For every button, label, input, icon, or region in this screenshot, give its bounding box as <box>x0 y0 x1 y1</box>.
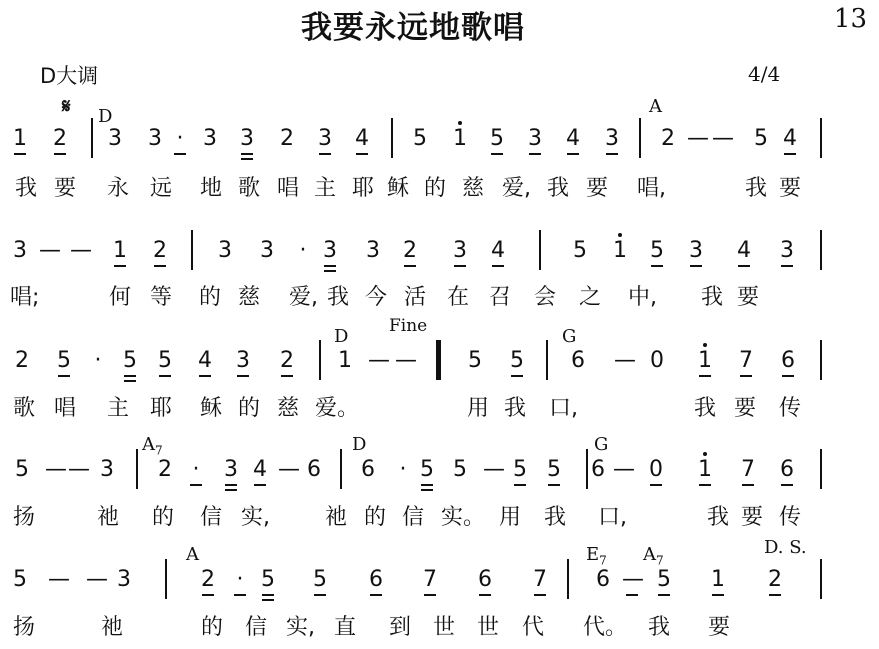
note: 1 <box>338 348 352 373</box>
lyric-syllable: 直 <box>333 615 356 640</box>
key-signature: D大调 <box>40 64 99 88</box>
dot: · <box>186 459 206 481</box>
barline <box>319 340 321 380</box>
note: 6 <box>571 348 585 373</box>
lyric-syllable: 永 <box>106 176 129 201</box>
chord-symbol: D <box>98 106 113 127</box>
lyric-syllable: 会 <box>533 285 556 310</box>
dot: · <box>94 348 102 373</box>
note: 4 <box>250 459 270 481</box>
segno-sign: 𝄋 <box>62 94 71 118</box>
lyric-syllable: 实, <box>286 615 315 640</box>
lyric-syllable: 我 <box>700 285 723 310</box>
note: 5 <box>15 457 29 482</box>
lyric-syllable: 我 <box>706 505 729 530</box>
chord-symbol: D <box>352 434 367 455</box>
barline <box>820 449 822 489</box>
note: 5 <box>54 350 74 372</box>
note: 5 <box>544 459 564 481</box>
note: 3 <box>602 128 622 150</box>
barline <box>91 118 93 158</box>
lyric-syllable: 祂 <box>100 615 123 640</box>
barline <box>391 118 393 158</box>
dash: — <box>395 348 417 373</box>
lyric-syllable: 活 <box>403 285 426 310</box>
lyric-syllable: 的 <box>363 505 386 530</box>
lyric-syllable: 世 <box>476 615 499 640</box>
note: 4 <box>195 350 215 372</box>
dash: — <box>687 126 709 151</box>
lyric-syllable: 慈 <box>461 176 484 201</box>
lyric-syllable: 唱 <box>276 176 299 201</box>
lyric-syllable: 我 <box>14 176 37 201</box>
barline <box>340 449 342 489</box>
lyric-syllable: 慈 <box>276 396 299 421</box>
barline <box>191 230 193 270</box>
note: 1 <box>610 240 630 262</box>
note: 4 <box>780 128 800 150</box>
note: 6 <box>591 457 605 482</box>
lyric-syllable: 扬 <box>12 615 35 640</box>
note: 2 <box>661 126 675 151</box>
note: 3 <box>117 567 131 592</box>
lyric-syllable: 慈 <box>237 285 260 310</box>
note: 3 <box>203 126 217 151</box>
lyric-syllable: 的 <box>198 285 221 310</box>
lyric-syllable: 传 <box>778 396 801 421</box>
note: 7 <box>736 350 756 372</box>
lyric-syllable: 我 <box>543 505 566 530</box>
note: 1 <box>450 128 470 150</box>
barline <box>136 449 138 489</box>
lyric-syllable: 地 <box>199 176 222 201</box>
lyric-syllable: 到 <box>388 615 411 640</box>
note: 4 <box>488 240 508 262</box>
lyric-syllable: 唱, <box>637 176 666 201</box>
note: 5 <box>507 350 527 372</box>
note: 4 <box>352 128 372 150</box>
lyric-syllable: 耶 <box>351 176 374 201</box>
chord-symbol: G <box>594 434 609 455</box>
lyric-syllable: 等 <box>149 285 172 310</box>
chord-symbol: A <box>649 96 662 117</box>
note: 3 <box>525 128 545 150</box>
lyric-syllable: 的 <box>423 176 446 201</box>
dash: — <box>368 348 390 373</box>
lyric-syllable: 信 <box>199 505 222 530</box>
note: 3 <box>777 240 797 262</box>
note: 5 <box>510 459 530 481</box>
note: 3 <box>320 240 340 262</box>
dash: — <box>613 457 635 482</box>
note: 2 <box>765 569 785 591</box>
dash: — <box>614 348 636 373</box>
dash: — <box>278 457 300 482</box>
note: 5 <box>487 128 507 150</box>
note: 3 <box>260 238 274 263</box>
lyric-syllable: 爱, <box>502 176 531 201</box>
lyric-syllable: 唱; <box>10 285 40 310</box>
lyric-syllable: 唱 <box>53 396 76 421</box>
lyric-syllable: 中, <box>628 285 657 310</box>
lyric-syllable: 稣 <box>386 176 409 201</box>
note: 6 <box>475 569 495 591</box>
lyric-syllable: 祂 <box>96 505 119 530</box>
note: 3 <box>450 240 470 262</box>
note: 3 <box>233 350 253 372</box>
time-signature: 4/4 <box>748 62 781 86</box>
lyric-syllable: 扬 <box>12 505 35 530</box>
lyric-syllable: 远 <box>149 176 172 201</box>
lyric-syllable: 传 <box>778 505 801 530</box>
dot: · <box>399 457 407 482</box>
barline <box>165 559 167 599</box>
note: 7 <box>420 569 440 591</box>
note: 6 <box>366 569 386 591</box>
lyric-syllable: 要 <box>733 396 756 421</box>
barline <box>820 230 822 270</box>
note: 3 <box>315 128 335 150</box>
dash: — <box>483 457 505 482</box>
lyric-syllable: 要 <box>53 176 76 201</box>
lyric-syllable: 世 <box>432 615 455 640</box>
note: 1 <box>110 240 130 262</box>
note: 2 <box>150 240 170 262</box>
dash: — <box>39 238 61 263</box>
note: 3 <box>366 238 380 263</box>
note: 5 <box>647 240 667 262</box>
note: 0 <box>650 348 664 373</box>
dash: — <box>68 457 90 482</box>
lyric-syllable: 耶 <box>149 396 172 421</box>
lyric-syllable: 我 <box>546 176 569 201</box>
note: 5 <box>654 569 674 591</box>
barline <box>539 230 541 270</box>
lyric-syllable: 代。 <box>583 615 628 640</box>
barline <box>639 118 641 158</box>
chord-symbol: G <box>562 326 577 347</box>
note: 5 <box>310 569 330 591</box>
note: 5 <box>417 459 437 481</box>
lyric-syllable: 我 <box>744 176 767 201</box>
barline <box>546 340 548 380</box>
note: 2 <box>50 128 70 150</box>
note: 6 <box>307 457 321 482</box>
note: 5 <box>258 569 278 591</box>
lyric-syllable: 的 <box>200 615 223 640</box>
lyric-syllable: 歌 <box>237 176 260 201</box>
dash: — <box>86 567 108 592</box>
dal-segno-mark: D. S. <box>764 537 807 558</box>
note: 2 <box>277 350 297 372</box>
note: 1 <box>10 128 30 150</box>
lyric-syllable: 要 <box>736 285 759 310</box>
lyric-syllable: 我 <box>326 285 349 310</box>
lyric-syllable: 用 <box>466 396 489 421</box>
lyric-syllable: 之 <box>578 285 601 310</box>
lyric-syllable: 实。 <box>441 505 486 530</box>
lyric-syllable: 在 <box>446 285 469 310</box>
note: 3 <box>148 126 162 151</box>
note: 5 <box>120 350 140 372</box>
dash: — <box>45 457 67 482</box>
lyric-syllable: 稣 <box>199 396 222 421</box>
double-barline <box>436 340 441 380</box>
lyric-syllable: 口, <box>549 396 578 421</box>
dash: — <box>622 569 642 591</box>
note: 2 <box>400 240 420 262</box>
barline <box>820 340 822 380</box>
note: 2 <box>280 126 294 151</box>
note: 5 <box>754 126 768 151</box>
lyric-syllable: 代 <box>521 615 544 640</box>
lyric-syllable: 歌 <box>12 396 35 421</box>
chord-symbol: $A_7$ <box>643 544 664 568</box>
note: 5 <box>155 350 175 372</box>
lyric-syllable: 要 <box>778 176 801 201</box>
note: 7 <box>530 569 550 591</box>
note: 3 <box>221 459 241 481</box>
lyric-syllable: 我 <box>693 396 716 421</box>
note: 5 <box>573 238 587 263</box>
lyric-syllable: 召 <box>488 285 511 310</box>
lyric-syllable: 爱, <box>289 285 318 310</box>
lyric-syllable: 主 <box>313 176 336 201</box>
note: 3 <box>218 238 232 263</box>
song-title: 我要永远地歌唱 <box>301 10 525 46</box>
lyric-syllable: 信 <box>401 505 424 530</box>
lyric-syllable: 要 <box>740 505 763 530</box>
chord-symbol: D <box>334 326 349 347</box>
note: 3 <box>686 240 706 262</box>
lyric-syllable: 的 <box>151 505 174 530</box>
note: 1 <box>695 350 715 372</box>
note: 3 <box>108 126 122 151</box>
lyric-syllable: 祂 <box>324 505 347 530</box>
dash: — <box>712 126 734 151</box>
note: 5 <box>13 567 27 592</box>
chord-symbol: A <box>186 544 199 565</box>
note: 5 <box>453 457 467 482</box>
lyric-syllable: 主 <box>106 396 129 421</box>
lyric-syllable: 何 <box>108 285 131 310</box>
dot: · <box>230 569 250 591</box>
note: 4 <box>734 240 754 262</box>
note: 2 <box>158 457 172 482</box>
note: 2 <box>15 348 29 373</box>
note: 6 <box>596 567 610 592</box>
barline <box>567 559 569 599</box>
note: 6 <box>777 459 797 481</box>
note: 5 <box>413 126 427 151</box>
note: 6 <box>361 457 375 482</box>
note: 3 <box>237 128 257 150</box>
note: 5 <box>468 348 482 373</box>
dash: — <box>70 238 92 263</box>
note: 4 <box>563 128 583 150</box>
dot: · <box>299 238 307 263</box>
note: 7 <box>738 459 758 481</box>
note: 3 <box>13 238 27 263</box>
note: 1 <box>695 459 715 481</box>
lyric-syllable: 我 <box>503 396 526 421</box>
note: 1 <box>708 569 728 591</box>
lyric-syllable: 用 <box>498 505 521 530</box>
note: 0 <box>646 459 666 481</box>
lyric-syllable: 要 <box>707 615 730 640</box>
lyric-syllable: 口, <box>598 505 627 530</box>
lyric-syllable: 要 <box>585 176 608 201</box>
lyric-syllable: 爱。 <box>315 396 360 421</box>
barline <box>820 118 822 158</box>
chord-symbol: $E_7$ <box>586 544 607 568</box>
dot: · <box>170 128 190 150</box>
note: 2 <box>198 569 218 591</box>
note: 3 <box>100 457 114 482</box>
lyric-syllable: 信 <box>244 615 267 640</box>
dash: — <box>48 567 70 592</box>
lyric-syllable: 的 <box>237 396 260 421</box>
chord-symbol: $A_7$ <box>142 434 163 458</box>
note: 6 <box>778 350 798 372</box>
barline <box>820 559 822 599</box>
fine-mark: Fine <box>389 316 428 336</box>
lyric-syllable: 今 <box>364 285 387 310</box>
lyric-syllable: 实, <box>241 505 270 530</box>
lyric-syllable: 我 <box>647 615 670 640</box>
page-number: 13 <box>833 4 867 34</box>
